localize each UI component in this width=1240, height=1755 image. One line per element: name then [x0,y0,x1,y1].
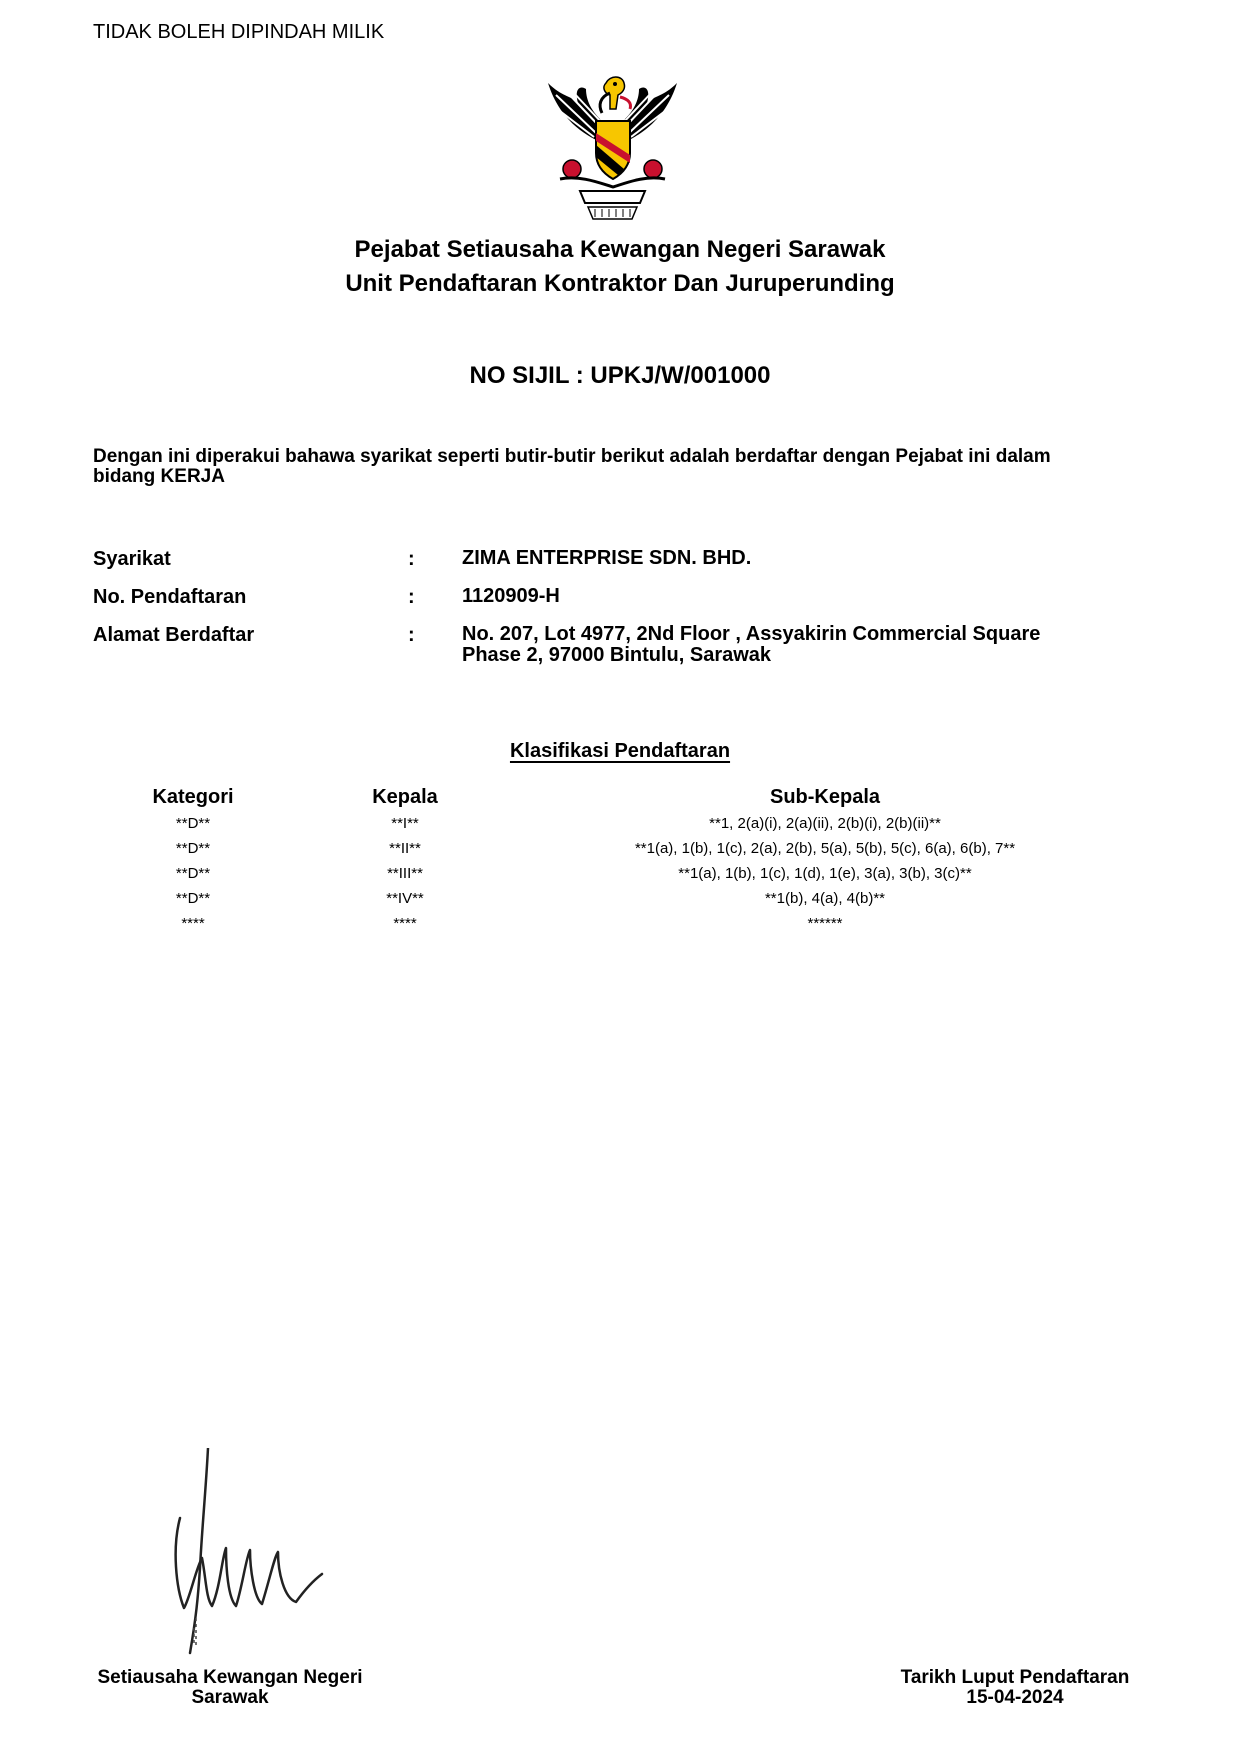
kepala-cell: **** [393,915,417,932]
company-name-label: Syarikat [93,548,171,570]
signatory-line-1: Setiausaha Kewangan Negeri [97,1667,363,1688]
non-transferable-notice: TIDAK BOLEH DIPINDAH MILIK [93,21,385,43]
field-separator: : [408,548,415,570]
classification-title: Klasifikasi Pendaftaran [509,740,731,762]
kepala-cell: **III** [387,865,423,882]
company-name-value: ZIMA ENTERPRISE SDN. BHD. [462,547,752,569]
sarawak-crest-icon [540,75,685,225]
office-title: Pejabat Setiausaha Kewangan Negeri Sarawak [354,236,886,263]
signature-image [150,1448,370,1668]
address-line-2: Phase 2, 97000 Bintulu, Sarawak [462,644,772,666]
registered-address-label: Alamat Berdaftar [93,624,255,646]
table-row [0,815,1240,840]
signatory-title [60,1668,400,1708]
sub-kepala-cell: ****** [807,915,843,932]
expiry-block [870,1668,1160,1708]
table-row [0,840,1240,865]
registered-address-value [462,624,1102,666]
kepala-cell: **II** [389,840,421,857]
certificate-number: NO SIJIL : UPKJ/W/001000 [469,362,771,389]
column-header-kepala: Kepala [372,786,438,808]
kategori-cell: **D** [175,815,211,832]
kategori-cell: **D** [175,890,211,907]
kategori-cell: **D** [175,840,211,857]
kepala-cell: **IV** [386,890,424,907]
expiry-label: Tarikh Luput Pendaftaran [900,1667,1130,1688]
column-header-kategori: Kategori [152,786,234,808]
registration-number-label: No. Pendaftaran [93,586,247,608]
signatory-line-2: Sarawak [191,1687,269,1708]
table-row [0,890,1240,915]
classification-section [0,740,1240,763]
kategori-cell: **** [181,915,205,932]
address-line-1: No. 207, Lot 4977, 2Nd Floor , Assyakirin Commercial Square [462,623,1041,645]
classification-table [0,815,1240,940]
field-separator: : [408,624,415,646]
sub-kepala-cell: **1, 2(a)(i), 2(a)(ii), 2(b)(i), 2(b)(ii)** [709,815,941,832]
table-row [0,915,1240,940]
sub-kepala-cell: **1(a), 1(b), 1(c), 2(a), 2(b), 5(a), 5(b), 5(c), 6(a), 6(b), 7** [634,840,1016,857]
field-separator: : [408,586,415,608]
table-row [0,865,1240,890]
kepala-cell: **I** [391,815,419,832]
column-header-sub-kepala: Sub-Kepala [769,786,881,808]
registration-number-value: 1120909-H [462,585,560,607]
kategori-cell: **D** [175,865,211,882]
certification-statement: Dengan ini diperakui bahawa syarikat seperti butir-butir berikut adalah berdaftar dengan Pejabat ini dalam bidang KERJA [93,446,1051,487]
sub-kepala-cell: **1(a), 1(b), 1(c), 1(d), 1(e), 3(a), 3(b), 3(c)** [678,865,972,882]
sub-kepala-cell: **1(b), 4(a), 4(b)** [764,890,886,907]
expiry-date: 15-04-2024 [966,1687,1064,1708]
unit-title: Unit Pendaftaran Kontraktor Dan Juruperunding [345,270,895,297]
